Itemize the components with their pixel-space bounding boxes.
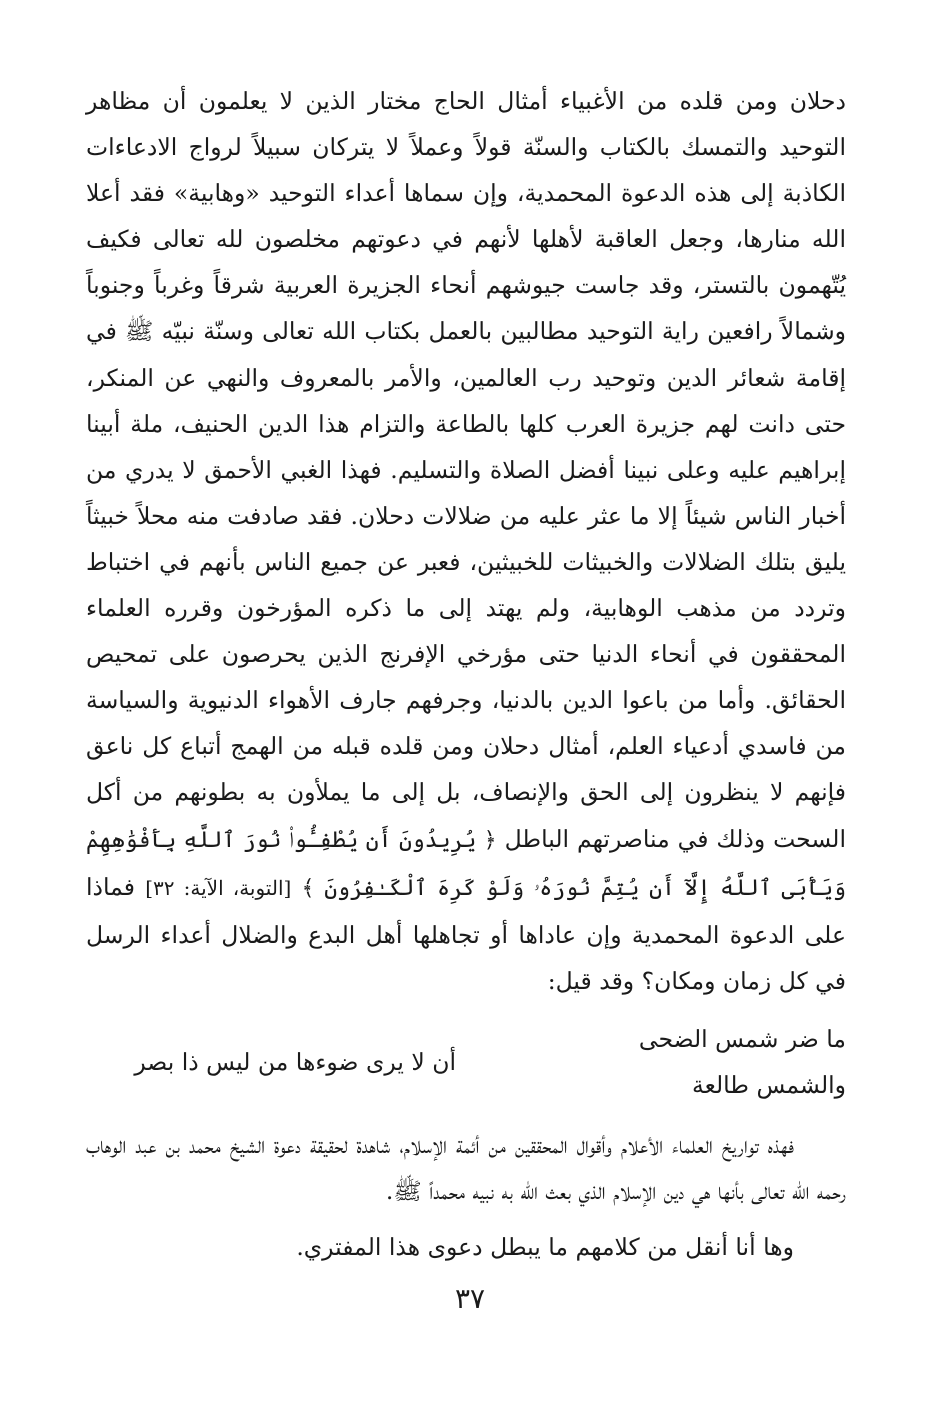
poem-verse [86,1016,846,1108]
page-body [86,78,846,1270]
poem-first-half: ما ضر شمس الضحى والشمس طالعة [638,1024,846,1099]
quran-verse: ﴿ يُرِيدُونَ أَن يُطْفِـُٔوا۟ نُورَ ٱللَّهِ بِأَفْوَٰهِهِمْ وَيَأْبَى ٱللَّهُ إِلَّآ أَن يُتِمَّ نُورَهُۥ وَلَوْ كَرِهَ ٱلْكَـٰفِرُونَ ﴾ [86,827,846,901]
page-number: ٣٧ [454,1282,486,1315]
paragraph-main-text: دحلان ومن قلده من الأغبياء أمثال الحاج مختار الذين لا يعلمون أن مظاهر التوحيد والتمسك بالكتاب والسنّة قولاً وعملاً لا يتركان سبيلاً لرواج الادعاءات الكاذبة إلى هذه الدعوة المحمدية، وإن سماها أعداء التوحيد «وهابية» فقد أعلا الله منارها، وجعل العاقبة لأهلها لأنهم في دعوتهم مخلصون لله تعالى فكيف يُتّهمون بالتستر، وقد جاست جيوشهم أنحاء الجزيرة العربية شرقاً وغرباً وجنوباً وشمالاً رافعين راية التوحيد مطالبين بالعمل بكتاب الله تعالى وسنّة نبيّه ﷺ في إقامة شعائر الدين وتوحيد رب العالمين، والأمر بالمعروف والنهي عن المنكر، حتى دانت لهم جزيرة العرب كلها بالطاعة والتزام هذا الدين الحنيف، ملة أبينا إبراهيم عليه وعلى نبينا أفضل الصلاة والتسليم. فهذا الغبي الأحمق لا يدري من أخبار الناس شيئاً إلا ما عثر عليه من ضلالات دحلان. فقد صادفت منه محلاً خبيثاً يليق بتلك الضلالات والخبيثات للخبيثين، فعبر عن جميع الناس بأنهم في اختباط وتردد من مذهب الوهابية، ولم يهتد إلى ما ذكره المؤرخون وقرره العلماء المحققون في أنحاء الدنيا حتى مؤرخي الإفرنج الذين يحرصون على تمحيص الحقائق. وأما من باعوا الدين بالدنيا، وجرفهم جارف الأهواء الدنيوية والسياسة من فاسدي أدعياء العلم، أمثال دحلان ومن قلده قبله من الهمج أتباع كل ناعق فإنهم لا ينظرون إلى الحق والإنصاف، بل إلى ما يملأون به بطونهم من أكل السحت وذلك في مناصرتهم الباطل [86,87,846,853]
paragraph-testimony: فهذه تواريخ العلماء الأعلام وأقوال المحققين من أئمة الإسلام، شاهدة لحقيقة دعوة الشيخ محمد بن عبد الوهاب رحمه الله تعالى بأنها هي دين الإسلام الذي بعث الله به نبيه محمداً ﷺ. [86,1130,846,1205]
quran-reference: [التوبة، الآية: ٣٢] [145,875,292,900]
paragraph-closing: وها أنا أنقل من كلامهم ما يبطل دعوى هذا المفتري. [296,1233,794,1262]
poem-second-half: أن لا يرى ضوءها من ليس ذا بصر [134,1047,456,1076]
paragraph-main-end: فماذا على الدعوة المحمدية وإن عاداها أو تجاهلها أهل البدع والضلال أعداء الرسل في كل زمان ومكان؟ وقد قيل: [86,872,846,995]
paragraph-main [86,78,846,1004]
